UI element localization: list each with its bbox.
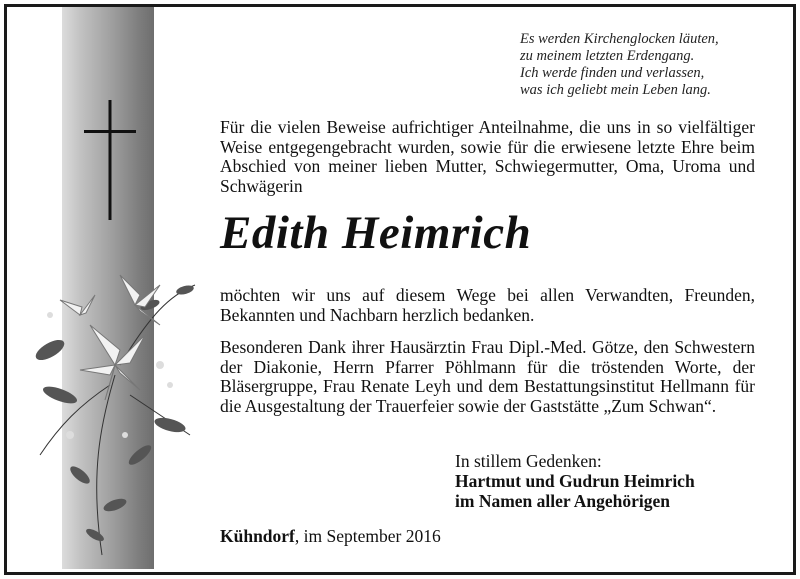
poem-line: was ich geliebt mein Leben lang. [520, 82, 711, 98]
poem [520, 31, 760, 99]
signature-names: Hartmut und Gudrun Heimrich [455, 471, 695, 491]
thanks-paragraph: möchten wir uns auf diesem Wege bei allen Verwandten, Freunden, Bekannten und Nachbarn herzlich bedanken. [220, 285, 755, 325]
signature-block [455, 451, 695, 511]
place-date [220, 526, 441, 546]
poem-line: zu meinem letzten Erdengang. [520, 48, 695, 64]
intro-paragraph: Für die vielen Beweise aufrichtiger Anteilnahme, die uns in so vielfältiger Weise entgegengebracht wurden, sowie für die erwiesene letzte Ehre beim Abschied von meiner lieben Mutter, Schwiegermutter, Oma, Uroma und Schwägerin [220, 117, 755, 196]
date: , im September 2016 [294, 526, 441, 546]
cross-icon [84, 100, 136, 220]
signature-relatives: im Namen aller Angehörigen [455, 491, 671, 511]
special-thanks-paragraph: Besonderen Dank ihrer Hausärztin Frau Dipl.-Med. Götze, den Schwestern der Diakonie, Herrn Pfarrer Pöhlmann für die tröstenden Worte, der Bläsergruppe, Frau Renate Leyh und dem Bestattungsinstitut Hellmann für die Ausgestaltung der Trauerfeier sowie der Gaststätte „Zum Schwan“. [220, 337, 755, 416]
signature-intro: In stillem Gedenken: [455, 451, 602, 471]
poem-line: Es werden Kirchenglocken läuten, [520, 31, 719, 47]
poem-line: Ich werde finden und verlassen, [520, 65, 705, 81]
place: Kühndorf [220, 526, 295, 546]
deceased-name: Edith Heimrich [220, 207, 532, 259]
lily-bouquet-illustration [20, 255, 200, 565]
